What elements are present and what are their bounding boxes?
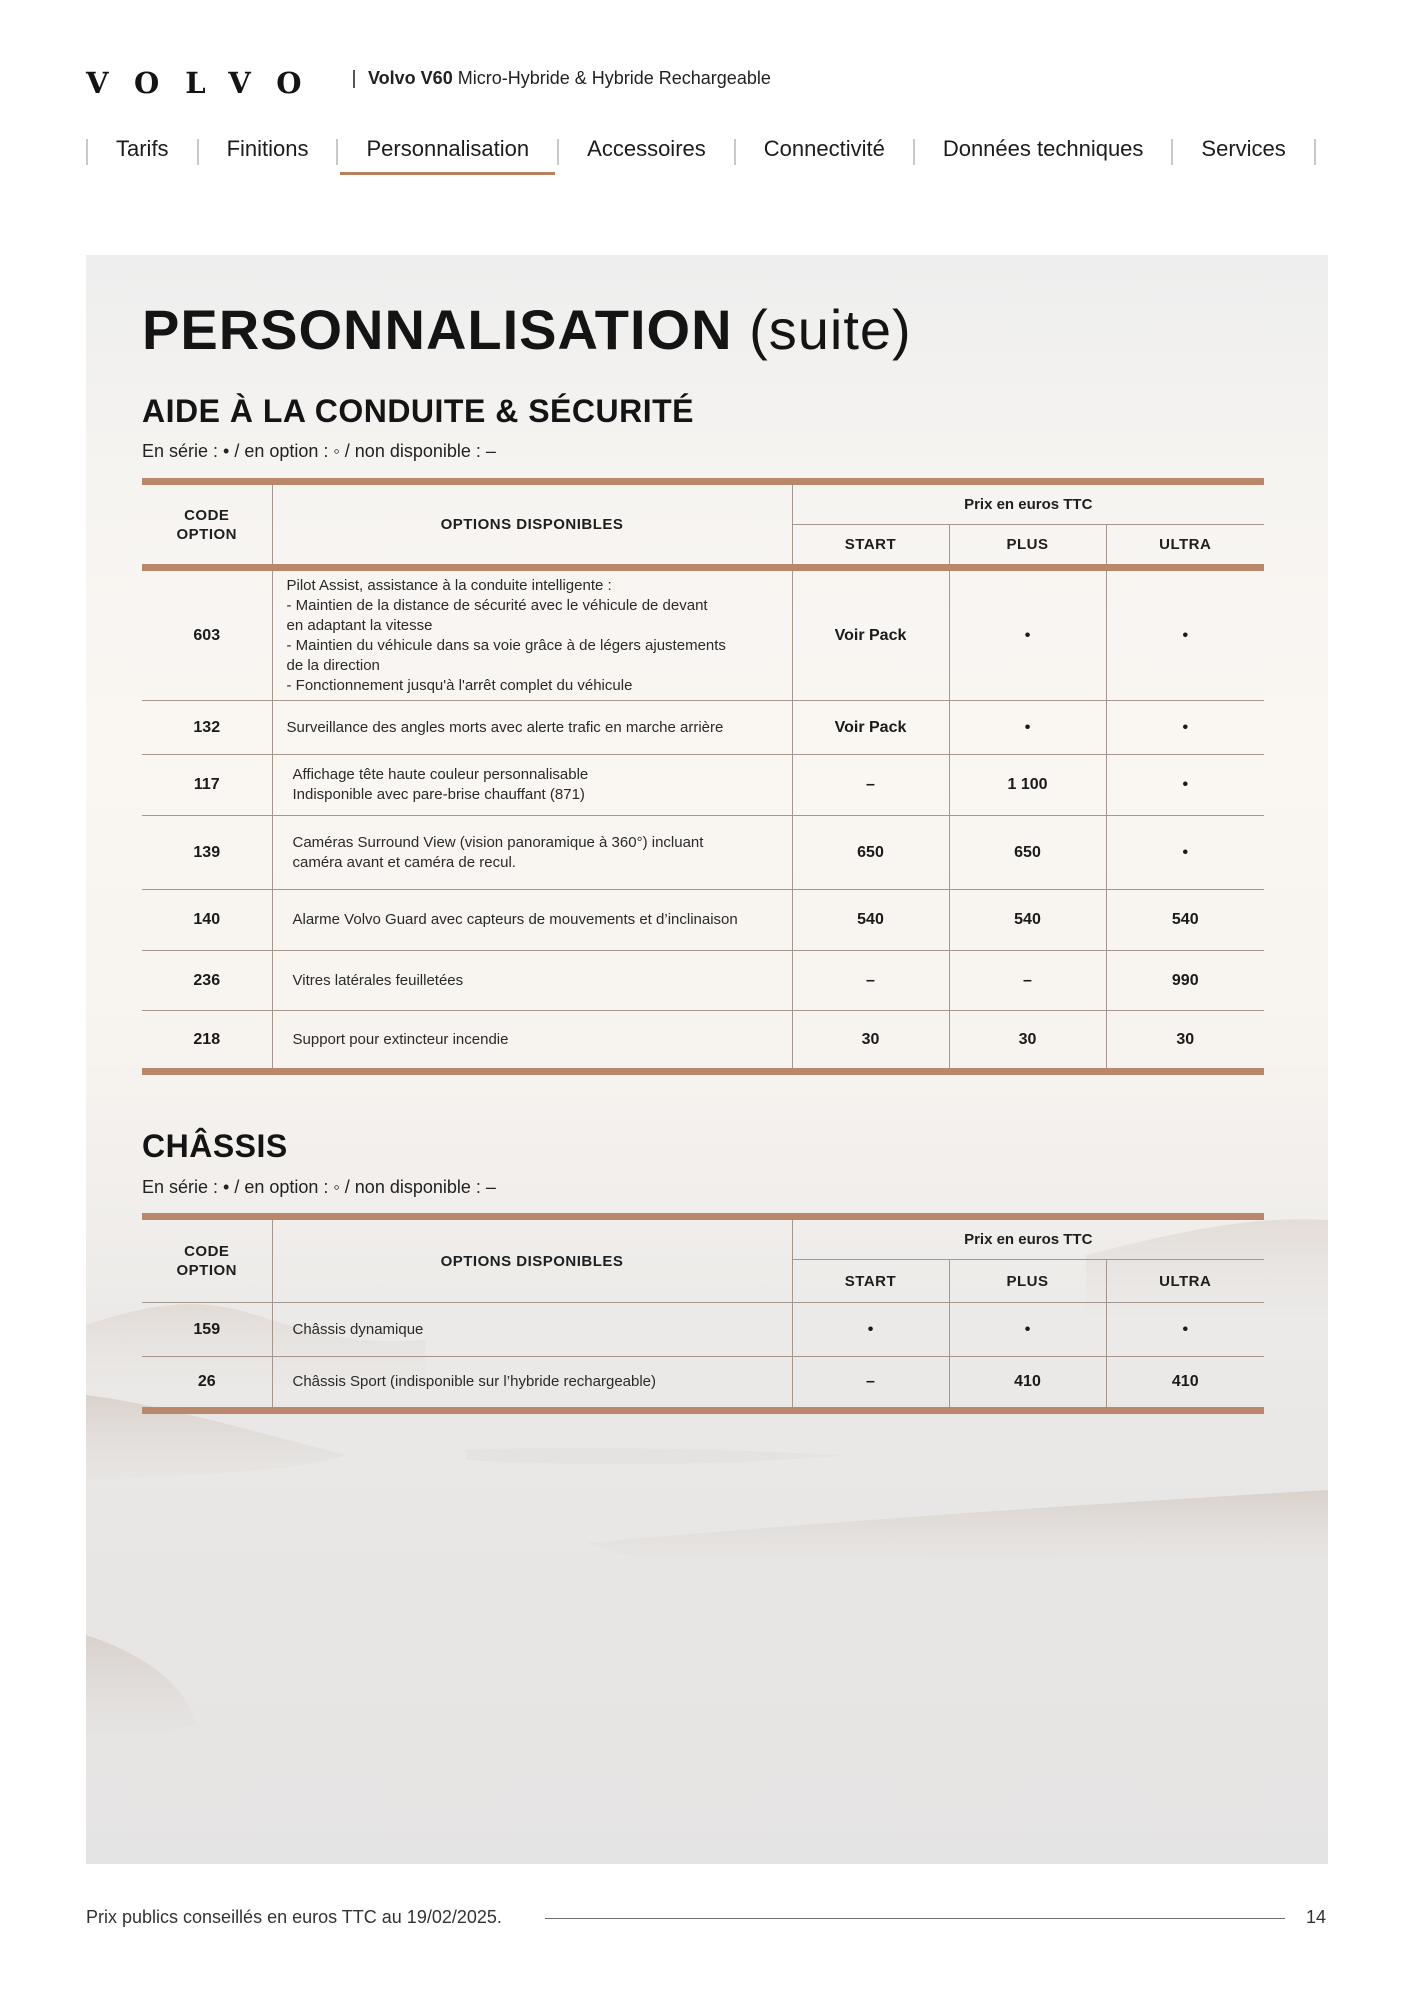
- price-ultra: •: [1106, 701, 1264, 755]
- legend-aide-conduite: En série : • / en option : ◦ / non disponible : –: [142, 441, 496, 461]
- tab-personnalisation[interactable]: Personnalisation: [338, 132, 557, 172]
- header-options-disponibles: OPTIONS DISPONIBLES: [272, 1217, 792, 1303]
- price-start: Voir Pack: [792, 568, 949, 701]
- option-code: 218: [142, 1011, 272, 1072]
- header-ultra: ULTRA: [1106, 1260, 1264, 1303]
- option-code: 140: [142, 890, 272, 951]
- table-row: [142, 568, 1264, 701]
- tab-connectivite[interactable]: Connectivité: [763, 136, 885, 161]
- tab-services[interactable]: Services: [1201, 136, 1286, 161]
- option-code: 139: [142, 816, 272, 890]
- price-plus: 650: [949, 816, 1106, 890]
- table-chassis: [142, 1213, 1264, 1414]
- section-nav: [86, 132, 1328, 172]
- section-title-chassis: CHÂSSIS: [142, 1128, 288, 1164]
- table-row: [142, 1357, 1264, 1411]
- table-row: [142, 755, 1264, 816]
- option-description: Support pour extincteur incendie: [272, 1011, 792, 1072]
- price-plus: •: [949, 1303, 1106, 1357]
- model-subtitle: Micro-Hybride & Hybride Rechargeable: [457, 68, 771, 88]
- section-title-aide-conduite: AIDE À LA CONDUITE & SÉCURITÉ: [142, 393, 694, 429]
- price-start: –: [792, 1357, 949, 1411]
- page-title-suffix: (suite): [749, 298, 912, 361]
- option-code: 159: [142, 1303, 272, 1357]
- footer-divider: [545, 1918, 1285, 1919]
- header-options-disponibles: OPTIONS DISPONIBLES: [272, 482, 792, 568]
- table-row: [142, 816, 1264, 890]
- header-plus: PLUS: [949, 525, 1106, 568]
- document-title: [368, 68, 771, 89]
- header-code-option: CODE OPTION: [142, 482, 272, 568]
- table-row: [142, 1303, 1264, 1357]
- price-plus: •: [949, 701, 1106, 755]
- price-start: –: [792, 755, 949, 816]
- option-description: Alarme Volvo Guard avec capteurs de mouvements et d’inclinaison: [272, 890, 792, 951]
- price-start: Voir Pack: [792, 701, 949, 755]
- option-description: Surveillance des angles morts avec alerte trafic en marche arrière: [272, 701, 792, 755]
- option-description: Châssis dynamique: [272, 1303, 792, 1357]
- price-ultra: •: [1106, 755, 1264, 816]
- price-ultra: •: [1106, 816, 1264, 890]
- content-panel: [86, 255, 1328, 1864]
- price-start: 650: [792, 816, 949, 890]
- price-ultra: 30: [1106, 1011, 1264, 1072]
- price-start: •: [792, 1303, 949, 1357]
- header-start: START: [792, 525, 949, 568]
- tab-tarifs[interactable]: Tarifs: [116, 136, 169, 161]
- price-ultra: 540: [1106, 890, 1264, 951]
- tab-donnees-techniques[interactable]: Données techniques: [942, 136, 1144, 161]
- price-plus: 30: [949, 1011, 1106, 1072]
- option-description: Caméras Surround View (vision panoramique à 360°) incluant caméra avant et caméra de recul.: [272, 816, 792, 890]
- header-prix: Prix en euros TTC: [792, 482, 1264, 525]
- tab-accessoires[interactable]: Accessoires: [587, 136, 706, 161]
- tab-finitions[interactable]: Finitions: [226, 136, 309, 161]
- header-plus: PLUS: [949, 1260, 1106, 1303]
- price-plus: 1 100: [949, 755, 1106, 816]
- table-row: [142, 951, 1264, 1011]
- price-plus: 540: [949, 890, 1106, 951]
- price-plus: •: [949, 568, 1106, 701]
- header-prix: Prix en euros TTC: [792, 1217, 1264, 1260]
- option-description: Châssis Sport (indisponible sur l’hybride rechargeable): [272, 1357, 792, 1411]
- legend-chassis: En série : • / en option : ◦ / non disponible : –: [142, 1177, 496, 1197]
- table-row: [142, 1011, 1264, 1072]
- table-row: [142, 890, 1264, 951]
- price-start: –: [792, 951, 949, 1011]
- header-code-option: CODE OPTION: [142, 1217, 272, 1303]
- option-code: 117: [142, 755, 272, 816]
- price-plus: –: [949, 951, 1106, 1011]
- option-code: 132: [142, 701, 272, 755]
- price-ultra: 990: [1106, 951, 1264, 1011]
- table-row: [142, 701, 1264, 755]
- model-name: Volvo V60: [368, 68, 453, 88]
- option-description: Pilot Assist, assistance à la conduite intelligente : - Maintien de la distance de sécurité avec le véhicule de devant en adaptant la vitesse - Maintien du véhicule dans sa voie grâce à de légers ajustements de la direction - Fonctionnement jusqu'à l'arrêt complet du véhicule: [272, 568, 792, 701]
- price-start: 30: [792, 1011, 949, 1072]
- price-ultra: 410: [1106, 1357, 1264, 1411]
- option-code: 236: [142, 951, 272, 1011]
- price-start: 540: [792, 890, 949, 951]
- price-ultra: •: [1106, 1303, 1264, 1357]
- option-code: 26: [142, 1357, 272, 1411]
- volvo-logo[interactable]: VOLVO: [86, 66, 328, 100]
- header-divider: [353, 70, 355, 88]
- header-start: START: [792, 1260, 949, 1303]
- page-number: 14: [1306, 1907, 1327, 1927]
- price-ultra: •: [1106, 568, 1264, 701]
- option-description: Affichage tête haute couleur personnalisable Indisponible avec pare-brise chauffant (871): [272, 755, 792, 816]
- footer-price-note: Prix publics conseillés en euros TTC au 19/02/2025.: [86, 1907, 502, 1927]
- page-title: PERSONNALISATION (suite): [142, 298, 912, 361]
- option-description: Vitres latérales feuilletées: [272, 951, 792, 1011]
- header-ultra: ULTRA: [1106, 525, 1264, 568]
- table-aide-conduite: [142, 478, 1264, 1075]
- price-plus: 410: [949, 1357, 1106, 1411]
- option-code: 603: [142, 568, 272, 701]
